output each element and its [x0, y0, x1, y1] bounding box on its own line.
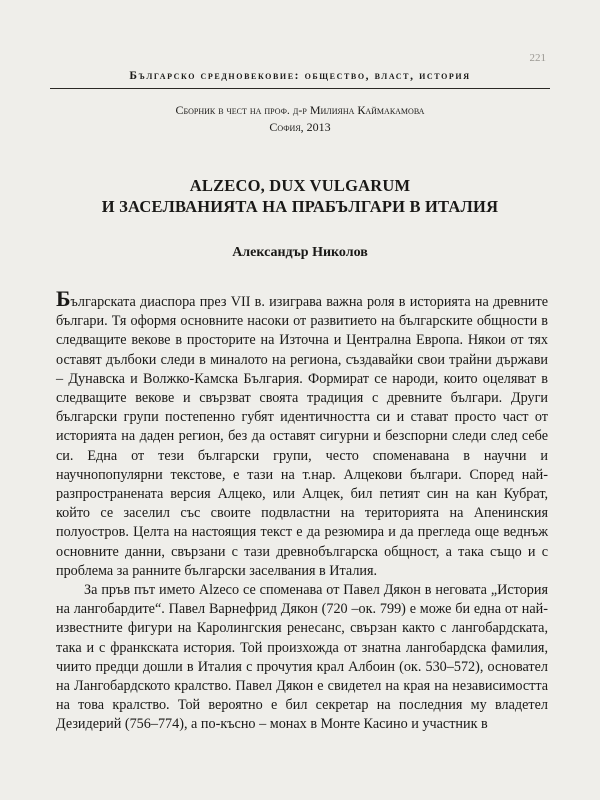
header-rule	[50, 88, 550, 89]
article-body	[56, 288, 548, 735]
page-number: 221	[529, 52, 546, 64]
paragraph-1: Българската диаспора през VII в. изиграва важна роля в историята на древните българи. Тя оформя основните насоки от развитието на българските общности в следващите векове в просторите на Източна и Централна Европа. Някои от тях оставят дълбоки следи в миналото на региона, създавайки свои трайни държави – Дунавска и Волжко-Камска България. Формират се народи, които оцеляват в следващите векове и свързват своята традиция с древните българи. Други български групи постепенно губят идентичността си и стават просто част от историята на даден регион, без да оставят сигурни и безспорни следи след себе си. Една от тези български групи, често споменавана в научни и научнопопулярни текстове, е тази на т.нар. Алцекови българи. Според най-разпространената версия Алцеко, или Алцек, бил петият син на кан Кубрат, който се заселил със своите подвластни на територията на Апенинския полуостров. Целта на настоящия текст е да резюмира и да прегледа още веднъж основните данни, свързани с тази древнобългарска общност, а така също и с проблема за ранните български заселвания в Италия.	[56, 286, 548, 579]
source-line-place-year: София, 2013	[269, 120, 331, 134]
article-title-line-1: ALZECO, DUX VULGARUM	[189, 176, 411, 195]
running-head: Българско средновековие: общество, власт, история	[129, 70, 471, 82]
article-title	[50, 175, 550, 217]
article-author: Александър Николов	[232, 245, 368, 260]
article-title-line-2: И ЗАСЕЛВАНИЯТА НА ПРАБЪЛГАРИ В ИТАЛИЯ	[101, 197, 499, 216]
source-line-festschrift: Сборник в чест на проф. д-р Милияна Каймакамова	[175, 103, 425, 117]
paragraph-2: За пръв път името Alzeco се споменава от Павел Дякон в неговата „История на лангобардите“. Павел Варнефрид Дякон (720 –ок. 799) е може би една от най-известните фигури на Каролингския ренесанс, свързан както с лангобардската, така и с франкската история. Той произхожда от знатна лангобардска фамилия, чиито предци дошли в Италия с прочутия крал Албоин (ок. 530–572), основател на Лангобардското кралство. Павел Дякон е свидетел на края на независимостта на това кралство. Той вероятно е бил секретар на последния му владетел Дезидерий (756–774), а по-късно – монах в Монте Касино и участник в	[56, 582, 548, 733]
